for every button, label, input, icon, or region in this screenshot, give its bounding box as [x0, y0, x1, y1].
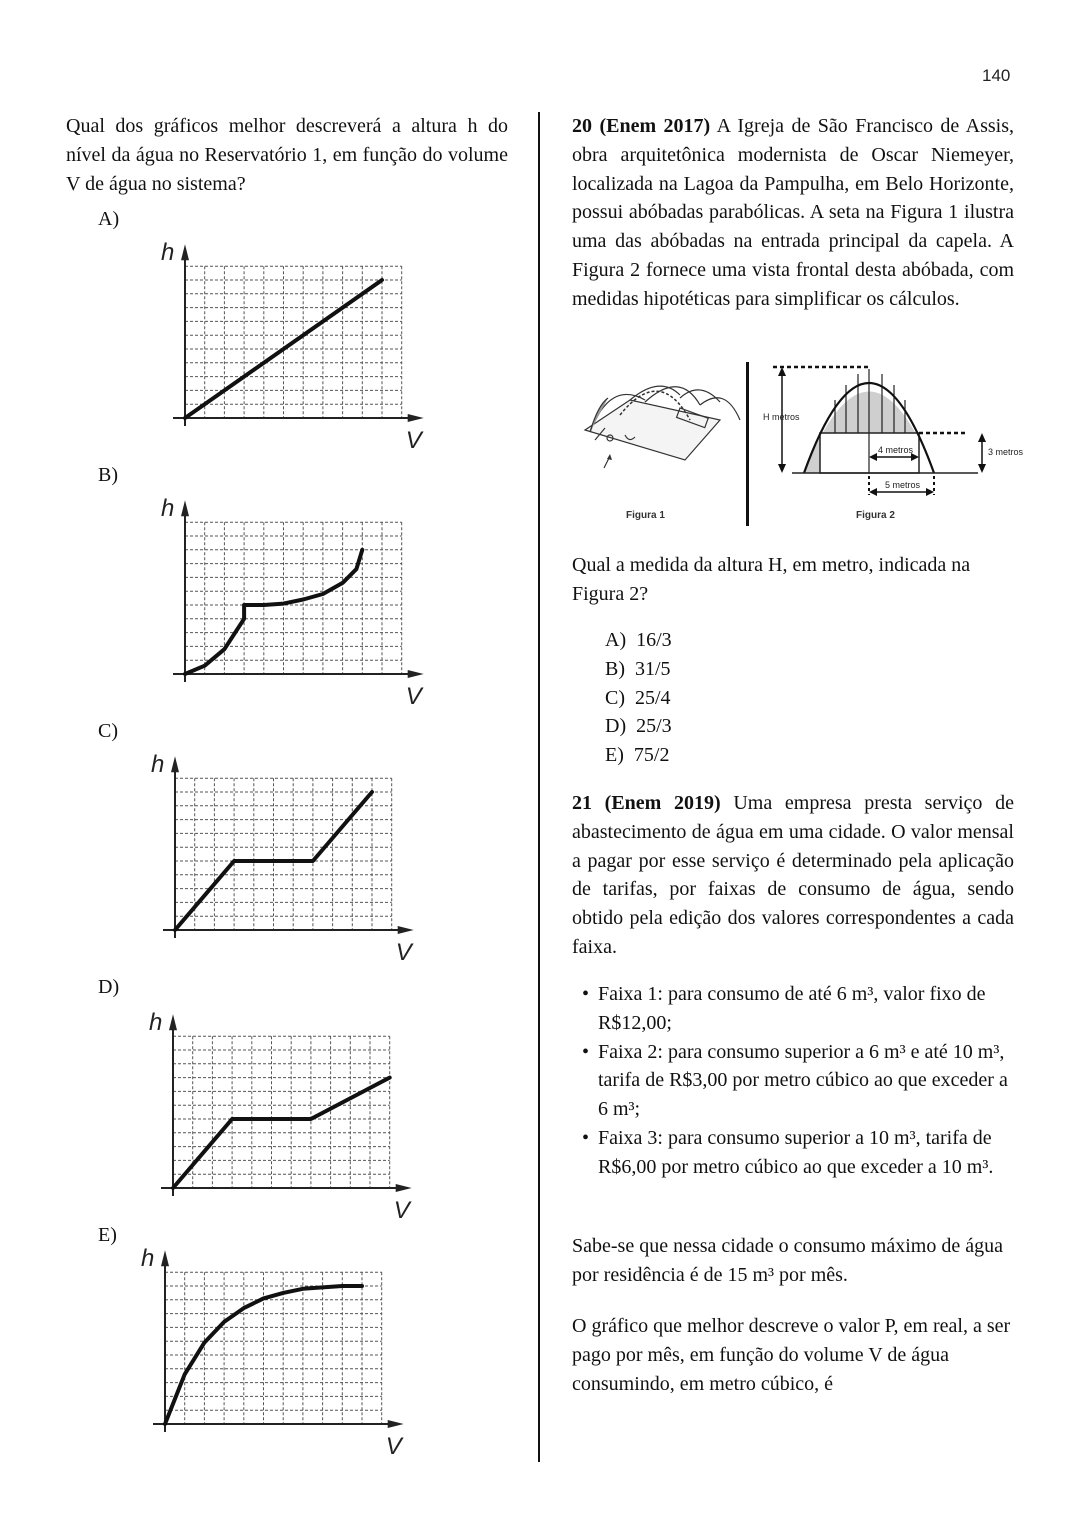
answer-c[interactable]: C) 25/4 — [605, 686, 671, 709]
question-21-note: Sabe-se que nessa cidade o consumo máximo de água por residência é de 15 m³ por mês. — [572, 1235, 1003, 1286]
svg-text:V: V — [405, 683, 422, 709]
svg-text:h: h — [161, 239, 175, 267]
label-h-metros: H metros — [763, 412, 800, 422]
tariff-bullet-list — [582, 980, 1022, 1182]
question-21-number: 21 (Enem 2019) — [572, 792, 721, 814]
question-text: Qual dos gráficos melhor descreverá a altura h do nível da água no Reservatório 1, em função do volume V de água no sistema? — [66, 115, 508, 195]
bullet-icon: • — [582, 983, 590, 1005]
bullet-icon: • — [582, 1126, 590, 1149]
figure-1-illustration — [570, 360, 1030, 530]
option-label-d: D) — [98, 976, 120, 998]
option-label-a: A) — [98, 208, 120, 230]
question-20-text: 20 (Enem 2017) A Igreja de São Francisco de Assis, obra arquitetônica modernista de Oscar Niemeyer, localizada na Lagoa da Pampulha, em Belo Horizonte, possui abóbadas parabólicas. A seta na Figura 1 ilustra uma das abóbadas na entrada principal da capela. A Figura 2 fornece uma vista frontal desta abóbada, com medidas hipotéticas para simplificar os cálculos. — [572, 115, 1015, 310]
label-4-metros: 4 metros — [878, 445, 914, 455]
chart-c — [145, 750, 425, 965]
option-label-c: C) — [98, 720, 118, 742]
answer-a[interactable]: A) 16/3 — [605, 629, 672, 651]
svg-text:h: h — [161, 495, 175, 523]
answer-b[interactable]: B) 31/5 — [605, 657, 671, 680]
question-21-text: 21 (Enem 2019) Uma empresa presta serviço de abastecimento de água em uma cidade. O valor mensal a pagar por esse serviço é determinado pela aplicação de tarifas, por faixas de consumo de água, sendo obtido pela edição dos valores correspondentes a cada faixa. — [572, 792, 1014, 958]
option-label-b: B) — [98, 464, 118, 486]
chart-b — [155, 494, 435, 709]
bullet-icon: • — [582, 1040, 590, 1063]
svg-text:h: h — [151, 751, 165, 779]
figure-2-illustration — [763, 367, 1024, 521]
column-divider — [538, 112, 540, 1462]
page-number: 140 — [982, 66, 1011, 85]
option-label-e: E) — [98, 1224, 117, 1246]
chart-e — [135, 1244, 415, 1459]
question-20-number: 20 (Enem 2017) — [572, 115, 711, 137]
svg-text:h: h — [141, 1245, 155, 1273]
label-3-metros: 3 metros — [988, 447, 1024, 457]
question-21-prompt: O gráfico que melhor descreve o valor P, em real, a ser pago por mês, em função do volume V de água consumindo, em metro cúbico, é — [572, 1315, 1011, 1395]
answer-e[interactable]: E) 75/2 — [605, 744, 670, 767]
figures-q20 — [570, 360, 1030, 530]
bullet-faixa-1: • Faixa 1: para consumo de até 6 m³, valor fixo de R$12,00; — [582, 980, 1022, 1038]
bullet-faixa-2: • Faixa 2: para consumo superior a 6 m³ e até 10 m³, tarifa de R$3,00 por metro cúbico ao que exceder a 6 m³; — [582, 1038, 1022, 1124]
svg-text:V: V — [393, 1197, 410, 1223]
svg-text:V: V — [385, 1433, 402, 1459]
figure-2-caption: Figura 2 — [856, 510, 895, 521]
left-column — [66, 112, 508, 198]
answer-list — [605, 626, 672, 770]
label-5-metros: 5 metros — [885, 480, 921, 490]
svg-text:V: V — [405, 427, 422, 453]
svg-text:V: V — [395, 939, 412, 965]
chart-a — [155, 238, 435, 453]
answer-d[interactable]: D) 25/3 — [605, 715, 672, 738]
svg-text:h: h — [149, 1009, 163, 1037]
figure-1-caption: Figura 1 — [626, 510, 665, 521]
chart-d — [143, 1008, 423, 1223]
right-column — [572, 112, 1014, 314]
bullet-faixa-3: • Faixa 3: para consumo superior a 10 m³, tarifa de R$6,00 por metro cúbico ao que exceder a 10 m³. — [582, 1124, 1022, 1182]
question-20-prompt: Qual a medida da altura H, em metro, indicada na Figura 2? — [572, 554, 971, 605]
